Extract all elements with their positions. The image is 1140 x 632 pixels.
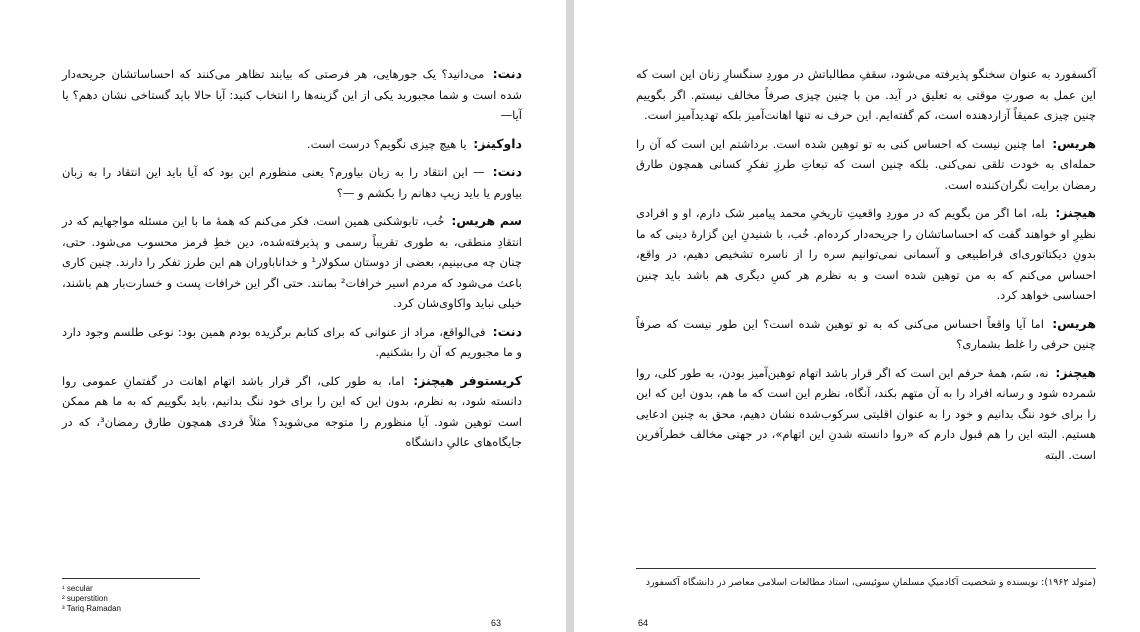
paragraph-text: اما آیا واقعاً احساس می‌کنی که به تو توهین شده است؟ این طور نیست که صرفاً چنین حرفی را غلط بشماری؟ [636, 316, 1096, 351]
footnote-divider [62, 578, 200, 579]
paragraph [62, 134, 522, 155]
speaker-label: هریس: [1052, 135, 1096, 151]
paragraph-text: اما، به طور کلی، اگر قرار باشد اتهام اهانت در گفتمانِ عمومی روا دانسته شود، به نظرم، بدون این که این را برای خود ننگ بدانیم، باید بگوییم که به ما هم ممکن است توهین شود. آیا منظورم را متوجه می‌شوید؟ مثلاً فردی همچون طارق رمضان³، که در جایگاه‌های عالیِ دانشگاه [62, 373, 522, 449]
paragraph-text: می‌دانید؟ یک جورهایی، هر فرصتی که بیابند تظاهر می‌کنند که احساساتشان جریحه‌دار شده است و شما مجبورید یکی از این گزینه‌ها را انتخاب کنید: آیا حالا باید گستاخی نشان دهم؟ یا آیا— [62, 67, 522, 122]
speaker-label: دنت: [492, 323, 523, 339]
speaker-label: سم هریس: [451, 213, 522, 228]
paragraph [62, 211, 522, 314]
paragraph-text: خُب، تابوشکنی همین است. فکر می‌کنم که همهٔ ما با این مسئله مواجهایم که در انتقادِ منطقی، به طوری تقریباً رسمی و پذیرفته‌شده، دین خطِ قرمز محسوب می‌شود. حتی، چنان چه می‌بینیم، بعضی از دوستان سکولار¹ و خداناباوران هم این طرز تفکر را دارند. چنین کاری باعث می‌شود که مردم اسیر خرافات² بمانند. حتی اگر این خرافات پست و خسارت‌بار هم باشند، خیلی نباید واکاوی‌شان کرد. [62, 214, 523, 310]
right-page-body [636, 64, 1096, 473]
speaker-label: دنت: [492, 164, 523, 179]
speaker-label: کریستوفر هیچنز: [413, 372, 523, 388]
paragraph [636, 64, 1096, 126]
footnote: ³ Tariq Ramadan [62, 604, 121, 613]
page-number: 64 [638, 618, 649, 628]
paragraph-text: بله، اما اگر من بگویم که در موردِ واقعیتِ تاریخیِ محمد پیامبر شک دارم، او و افرادی نظیرِ او خواهند گفت که احساساتشان را جریحه‌دار کرده‌ام. خُب، با شنیدنِ این گزارهٔ دینی که ما بدونِ دیکتاتوری‌ای فراطبیعی و آسمانی نمی‌توانیم سره را از ناسره تشخیص دهیم، در واقع، احساس می‌کنم که به من توهین شده است و به نظرم هر کسِ دیگری هم باشد باید چنین احساسی خواهد کرد. [636, 206, 1096, 302]
paragraph [636, 134, 1096, 196]
paragraph-text: اما چنین نیست که احساس کنی به تو توهین شده است. برداشتم این است که آن را حمله‌ای به خودت تلقی نمی‌کنی. بلکه چنین است که تبعاتِ طرزِ تفکرِ کسانی همچون طارق رمضان برایت نگران‌کننده است. [636, 136, 1096, 192]
left-page [0, 0, 566, 632]
paragraph [636, 363, 1096, 466]
speaker-label: هریس: [1052, 315, 1096, 331]
footnote: (متولد ۱۹۶۲): نویسنده و شخصیت آکادمیکِ مسلمانِ سوئیسی، استاد مطالعات اسلامی معاصر در دانشگاه آکسفورد [645, 577, 1096, 588]
footnotes [62, 584, 362, 614]
speaker-label: دنت: [492, 66, 522, 81]
page-gutter [566, 0, 574, 632]
paragraph-text: یا هیچ چیزی نگویم؟ درست است. [306, 136, 467, 151]
paragraph [62, 322, 522, 363]
footnote: ¹ secular [62, 584, 93, 593]
paragraph [62, 371, 522, 453]
paragraph [636, 203, 1096, 306]
speaker-label: داوکینز: [473, 135, 522, 151]
paragraph-text: آکسفورد به عنوان سخنگو پذیرفته می‌شود، سقفِ مطالباتش در موردِ سنگسارِ زنان این است که این عمل به صورتِ موقتی به تعلیق در آید. من با چنین چیزی صرفاً مخالف نیستم. اگر بگوییم چنین چیزی عمیقاً آزاردهنده است، کم گفته‌ایم. این حرف نه تنها اهانت‌آمیز بلکه تهدیدآمیز است. [636, 67, 1096, 122]
paragraph-text: نه، سَم، همهٔ حرفم این است که اگر قرار باشد اتهام توهین‌آمیز بودن، به طور کلی، روا شمرده شود و رسانه افراد را به آن متهم بکند، آنگاه، نظرم این است که ما هم، بدون این که این را برای خود ننگ بدانیم و خود را به عنوان اقلیتی سرکوب‌شده نشان دهیم، محق به چنین ادعایی هستیم. البته این را هم قبول دارم که «روا دانسته شدنِ این اتهام»، در جهتی مخالف خطرآفرین است. البته [636, 365, 1096, 462]
footnote-divider [636, 568, 1096, 569]
page-number: 63 [491, 618, 502, 628]
speaker-label: هیچنز: [1055, 364, 1097, 380]
paragraph-text: فی‌الواقع، مراد از عنوانی که برای کتابم برگزیده بودم همین بود: نوعی طلسم وجود دارد و ما مجبوریم که آن را بشکنیم. [62, 324, 522, 359]
paragraph [62, 64, 522, 126]
paragraph-text: — این انتقاد را به زبان بیاورم؟ یعنی منظورم این بود که آیا باید این انتقاد را به زبان بیاورم یا باید زیپ دهانم را بکشم و —؟ [62, 165, 522, 200]
paragraph [636, 314, 1096, 355]
footnote: ² superstition [62, 594, 108, 603]
left-page-body [62, 64, 522, 461]
paragraph [62, 162, 522, 203]
right-page [574, 0, 1140, 632]
speaker-label: هیچنز: [1055, 205, 1097, 220]
